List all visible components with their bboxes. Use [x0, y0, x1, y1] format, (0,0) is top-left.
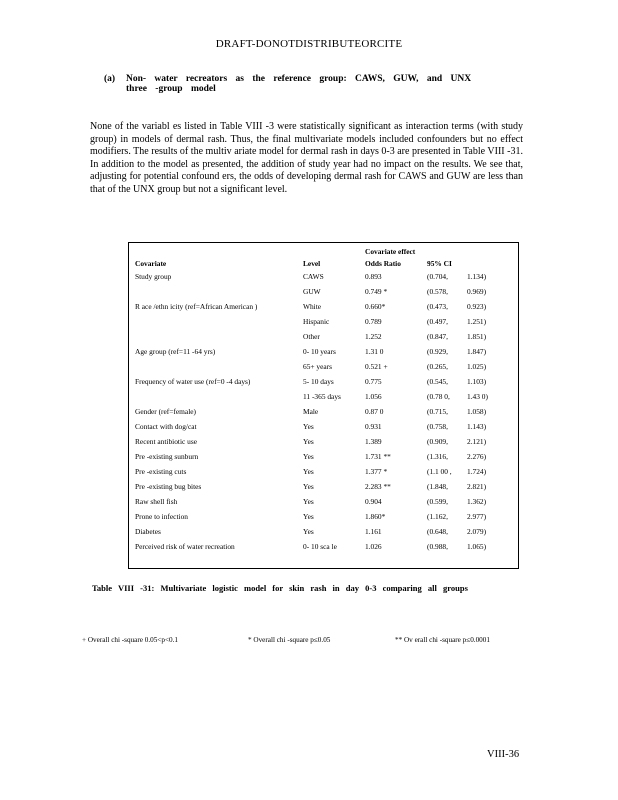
ci-upper: 2.079) [467, 527, 487, 536]
cell-ci [427, 389, 515, 404]
cell-level: Yes [303, 452, 314, 461]
cell-odds-ratio: 0.87 0 [365, 407, 384, 416]
cell-odds-ratio: 1.026 [365, 542, 382, 551]
footnote-double-star: ** Ov erall chi -square p≤0.0001 [395, 636, 490, 644]
section-label: (a) [104, 74, 116, 84]
cell-odds-ratio: 0.521 + [365, 362, 388, 371]
results-table-box [128, 242, 519, 569]
ci-lower: (0.909, [427, 437, 448, 446]
ci-lower: (0.715, [427, 407, 448, 416]
table-row [135, 344, 515, 359]
table-row [135, 284, 515, 299]
table-row [135, 314, 515, 329]
cell-ci [427, 419, 515, 434]
cell-covariate [135, 284, 303, 299]
cell-covariate: Diabetes [135, 527, 161, 536]
ci-lower: (1.848, [427, 482, 448, 491]
ci-upper: 1.724) [467, 467, 487, 476]
cell-level: GUW [303, 287, 321, 296]
ci-upper: 1.065) [467, 542, 487, 551]
cell-odds-ratio: 1.731 ** [365, 452, 391, 461]
ci-lower: (1.1 00 , [427, 467, 452, 476]
cell-ci [427, 509, 515, 524]
cell-covariate: Pre -existing cuts [135, 467, 187, 476]
cell-odds-ratio: 0.660* [365, 302, 386, 311]
cell-ci [427, 434, 515, 449]
ci-lower: (0.929, [427, 347, 448, 356]
cell-level: Yes [303, 422, 314, 431]
table-row [135, 479, 515, 494]
cell-level: 65+ years [303, 362, 332, 371]
cell-covariate: Perceived risk of water recreation [135, 542, 235, 551]
ci-upper: 2.977) [467, 512, 487, 521]
ci-upper: 1.362) [467, 497, 487, 506]
cell-level: Yes [303, 512, 314, 521]
cell-level: Yes [303, 527, 314, 536]
ci-lower: (0.497, [427, 317, 448, 326]
ci-upper: 1.143) [467, 422, 487, 431]
cell-covariate: Pre -existing sunburn [135, 452, 199, 461]
draft-header: DRAFT-DONOTDISTRIBUTEORCITE [215, 38, 403, 50]
table-row [135, 269, 515, 284]
table-row [135, 389, 515, 404]
table-row [135, 539, 515, 554]
cell-ci [427, 539, 515, 554]
cell-ci [427, 464, 515, 479]
cell-ci [427, 299, 515, 314]
table-row [135, 494, 515, 509]
header-level: Level [303, 258, 321, 268]
table-row [135, 404, 515, 419]
table-row [135, 359, 515, 374]
ci-lower: (0.704, [427, 272, 448, 281]
ci-upper: 0.923) [467, 302, 487, 311]
ci-lower: (1.316, [427, 452, 448, 461]
cell-level: CAWS [303, 272, 324, 281]
results-table [135, 245, 515, 554]
ci-upper: 1.134) [467, 272, 487, 281]
ci-upper: 1.851) [467, 332, 487, 341]
cell-odds-ratio: 2.283 ** [365, 482, 391, 491]
table-row [135, 449, 515, 464]
cell-covariate [135, 329, 303, 344]
cell-level: Yes [303, 437, 314, 446]
ci-lower: (0.847, [427, 332, 448, 341]
ci-upper: 1.025) [467, 362, 487, 371]
ci-lower: (0.578, [427, 287, 448, 296]
footnote-star: * Overall chi -square p≤0.05 [248, 636, 331, 644]
header-ci: 95% CI [427, 258, 452, 268]
ci-upper: 1.251) [467, 317, 487, 326]
cell-level: Hispanic [303, 317, 330, 326]
cell-odds-ratio: 1.377 * [365, 467, 388, 476]
ci-upper: 2.276) [467, 452, 487, 461]
cell-level: 5- 10 days [303, 377, 334, 386]
ci-lower: (0.648, [427, 527, 448, 536]
section-title-line2: three -group model [126, 84, 216, 94]
cell-ci [427, 284, 515, 299]
ci-upper: 2.821) [467, 482, 487, 491]
section-heading [104, 74, 526, 94]
cell-level: White [303, 302, 322, 311]
table-row [135, 419, 515, 434]
ci-upper: 2.121) [467, 437, 487, 446]
cell-covariate: Contact with dog/cat [135, 422, 197, 431]
cell-level: Yes [303, 467, 314, 476]
cell-level: 11 -365 days [303, 392, 341, 401]
cell-odds-ratio: 0.749 * [365, 287, 388, 296]
cell-level: Yes [303, 482, 314, 491]
cell-odds-ratio: 1.31 0 [365, 347, 384, 356]
ci-lower: (0.988, [427, 542, 448, 551]
cell-odds-ratio: 0.893 [365, 272, 382, 281]
cell-covariate [135, 359, 303, 374]
cell-covariate: Prone to infection [135, 512, 188, 521]
table-header-row [135, 257, 515, 269]
ci-lower: (0.265, [427, 362, 448, 371]
header-covariate-effect: Covariate effect [365, 246, 416, 256]
ci-upper: 1.058) [467, 407, 487, 416]
ci-lower: (0.78 0, [427, 392, 450, 401]
cell-ci [427, 374, 515, 389]
cell-ci [427, 494, 515, 509]
cell-odds-ratio: 1.161 [365, 527, 382, 536]
cell-covariate: R ace /ethn icity (ref=African American ) [135, 302, 258, 311]
table-row [135, 299, 515, 314]
table-row [135, 524, 515, 539]
cell-level: Yes [303, 497, 314, 506]
cell-ci [427, 449, 515, 464]
table-row [135, 434, 515, 449]
cell-covariate: Study group [135, 272, 172, 281]
cell-covariate: Raw shell fish [135, 497, 178, 506]
cell-ci [427, 344, 515, 359]
cell-covariate: Pre -existing bug bites [135, 482, 202, 491]
table-row [135, 329, 515, 344]
cell-ci [427, 329, 515, 344]
cell-covariate: Age group (ref=11 -64 yrs) [135, 347, 216, 356]
cell-odds-ratio: 0.789 [365, 317, 382, 326]
cell-ci [427, 524, 515, 539]
section-title-line1: Non- water recreators as the reference group: CAWS, GUW, and UNX [126, 74, 472, 84]
footnote-plus: + Overall chi -square 0.05<p<0.1 [82, 636, 178, 644]
table-row [135, 509, 515, 524]
ci-upper: 1.43 0) [467, 392, 488, 401]
table-header-row-top [135, 245, 515, 257]
cell-ci [427, 404, 515, 419]
ci-upper: 1.847) [467, 347, 487, 356]
header-odds-ratio: Odds Ratio [365, 258, 401, 268]
cell-level: 0- 10 sca le [303, 542, 337, 551]
cell-covariate: Gender (ref=female) [135, 407, 196, 416]
ci-upper: 0.969) [467, 287, 487, 296]
table-row [135, 374, 515, 389]
cell-covariate: Recent antibiotic use [135, 437, 197, 446]
cell-odds-ratio: 1.056 [365, 392, 382, 401]
page-number: VIII-36 [487, 749, 520, 760]
ci-lower: (1.162, [427, 512, 448, 521]
body-paragraph: None of the variabl es listed in Table VIII -3 were statistically significant as interaction terms (with study group) in models of dermal rash. Thus, the final multivariate models included confounders but no effect modifiers. The results of the multiv ariate model for dermal rash in days 0-3 are presented in Table VIII -31. In addition to the model as presented, the addition of study year had no impact on the results. We see that, adjusting for potential confound ers, the odds of developing dermal rash for CAWS and GUW are less than that of the UNX group but not a significant level. [90, 121, 523, 195]
header-covariate: Covariate [135, 258, 167, 268]
cell-odds-ratio: 1.252 [365, 332, 382, 341]
table-row [135, 464, 515, 479]
cell-ci [427, 269, 515, 284]
ci-lower: (0.758, [427, 422, 448, 431]
cell-level: 0- 10 years [303, 347, 336, 356]
cell-level: Male [303, 407, 319, 416]
ci-upper: 1.103) [467, 377, 487, 386]
cell-ci [427, 479, 515, 494]
cell-covariate: Frequency of water use (ref=0 -4 days) [135, 377, 251, 386]
cell-covariate [135, 314, 303, 329]
cell-odds-ratio: 1.860* [365, 512, 386, 521]
ci-lower: (0.545, [427, 377, 448, 386]
cell-level: Other [303, 332, 320, 341]
cell-covariate [135, 389, 303, 404]
cell-ci [427, 359, 515, 374]
ci-lower: (0.599, [427, 497, 448, 506]
cell-ci [427, 314, 515, 329]
cell-odds-ratio: 0.931 [365, 422, 382, 431]
cell-odds-ratio: 0.775 [365, 377, 382, 386]
cell-odds-ratio: 1.389 [365, 437, 382, 446]
cell-odds-ratio: 0.904 [365, 497, 382, 506]
ci-lower: (0.473, [427, 302, 448, 311]
table-caption: Table VIII -31: Multivariate logistic model for skin rash in day 0-3 comparing all groups [92, 583, 468, 593]
